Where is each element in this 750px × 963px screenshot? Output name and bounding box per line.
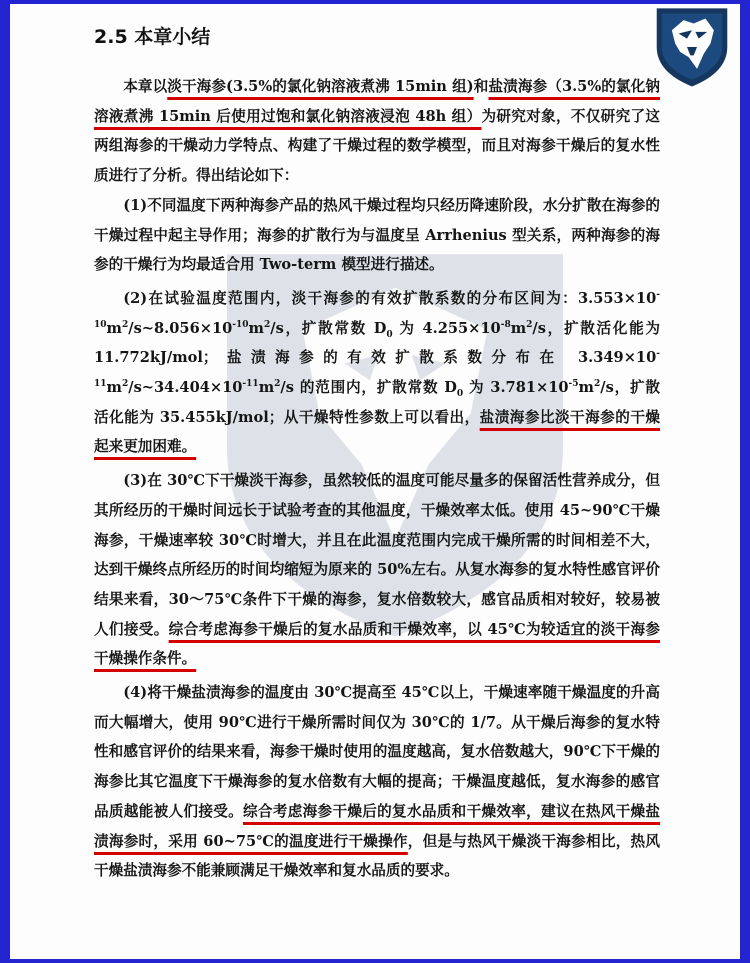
exponent: -5 bbox=[568, 379, 579, 390]
document-page bbox=[10, 4, 740, 959]
conclusion-text: /s 的范围内，扩散常数 D bbox=[280, 379, 457, 397]
exponent: -10 bbox=[232, 319, 249, 330]
underlined-phrase: 盐渍海参（3.5%的氯化钠溶液煮沸 15min 后使用过饱和氯化钠溶液浸泡 48h 组） bbox=[94, 78, 660, 125]
conclusion-text: (2)在试验温度范围内，淡干海参的有效扩散系数的分布区间为：3.553×10 bbox=[123, 289, 657, 307]
subscript: 0 bbox=[386, 329, 393, 340]
underlined-phrase: 盐渍海参比淡干海参的干燥起来更加困难。 bbox=[94, 408, 660, 456]
conclusion-text: (1)不同温度下两种海参产品的热风干燥过程均只经历降速阶段，水分扩散在海参的干燥过程中起主导作用；海参的扩散行为与温度呈 Arrhenius 型关系，两种海参的海参的干燥行为均最适合用 Two-term 模型进行描述。 bbox=[94, 196, 660, 274]
intro-paragraph bbox=[94, 72, 660, 191]
subscript: 0 bbox=[456, 388, 464, 399]
document-body bbox=[94, 72, 660, 886]
lion-shield-logo-icon bbox=[650, 4, 734, 90]
conclusion-text: 为 3.781×10 bbox=[463, 379, 569, 397]
intro-text: 为研究对象，不仅研究了这两组海参的干燥动力学特点、构建了干燥过程的数学模型，而且对海参干燥后的复水性质进行了分析。得出结论如下： bbox=[94, 107, 660, 185]
conclusion-text: m bbox=[258, 379, 275, 397]
intro-text: 本章以 bbox=[123, 78, 168, 95]
conclusion-text: m bbox=[510, 319, 527, 337]
exponent: 2 bbox=[121, 319, 129, 330]
conclusion-text: (4)将干燥盐渍海参的温度由 30℃提高至 45℃以上，干燥速率随干燥温度的升高而大幅增大，使用 90℃进行干燥所需时间仅为 30℃的 1/7。从干燥后海参的复水特性和感官评价的结果来看，海参干燥时使用的温度越高，复水倍数越大，90℃下干燥的海参比其它温度下干燥海参的复水倍数有大幅的提高；干燥温度越低，复水海参的感官品质越能被人们接受。 bbox=[94, 684, 660, 820]
conclusion-1 bbox=[94, 191, 660, 280]
conclusion-text: /s~34.404×10 bbox=[128, 379, 243, 397]
exponent: -11 bbox=[94, 349, 660, 390]
conclusion-2 bbox=[94, 284, 660, 462]
conclusion-text: m bbox=[106, 379, 122, 397]
exponent: 2 bbox=[263, 319, 271, 330]
exponent: 2 bbox=[526, 319, 533, 330]
exponent: -10 bbox=[94, 290, 660, 330]
intro-text: 和 bbox=[473, 78, 489, 95]
conclusion-text: (3)在 30℃下干燥淡干海参，虽然较低的温度可能尽量多的保留活性营养成分，但其所经历的干燥时间远长于试验考查的其他温度，干燥效率太低。使用 45~90℃干燥海参，干燥速率较 30℃时增大，并且在此温度范围内完成干燥所需的时间相差不大，达到干燥终点所经历的时间均缩短为原来的 50%左右。从复水海参的复水特性感官评价结果来看，30～75℃条件下干燥的海参，复水倍数较大，感官品质相对较好，较易被人们接受。 bbox=[94, 472, 660, 638]
exponent: 2 bbox=[274, 379, 281, 390]
conclusion-text: /s~8.056×10 bbox=[128, 319, 233, 337]
conclusion-text: m bbox=[106, 319, 122, 337]
conclusion-3 bbox=[94, 466, 660, 674]
conclusion-text: m bbox=[248, 319, 264, 337]
exponent: 2 bbox=[121, 379, 129, 390]
underlined-phrase: 淡干海参(3.5%的氯化钠溶液煮沸 15min 组) bbox=[167, 78, 474, 95]
conclusion-text: m bbox=[578, 379, 594, 397]
conclusion-text: /s，扩散常数 D bbox=[270, 319, 387, 337]
underlined-phrase: 综合考虑海参干燥后的复水品质和干燥效率，建议在热风干燥盐渍海参时，采用 60~75℃的温度进行干燥操作 bbox=[94, 802, 660, 850]
conclusion-4 bbox=[94, 678, 660, 886]
conclusion-text: /s，扩散活化能为 11.772kJ/mol；盐渍海参的有效扩散系数分布在 3.349×10 bbox=[94, 319, 660, 367]
exponent: -8 bbox=[500, 319, 511, 330]
conclusion-text: /s，扩散活化能为 35.455kJ/mol；从干燥特性参数上可以看出， bbox=[94, 379, 660, 426]
conclusion-text: ，但是与热风干燥淡干海参相比，热风干燥盐渍海参不能兼顾满足干燥效率和复水品质的要求。 bbox=[94, 832, 660, 880]
underlined-phrase: 综合考虑海参干燥后的复水品质和干燥效率，以 45℃为较适宜的淡干海参干燥操作条件。 bbox=[94, 620, 660, 668]
exponent: -11 bbox=[242, 379, 259, 390]
conclusion-text: 为 4.255×10 bbox=[392, 319, 501, 337]
section-title: 2.5 本章小结 bbox=[94, 26, 211, 48]
exponent: 2 bbox=[594, 379, 601, 390]
